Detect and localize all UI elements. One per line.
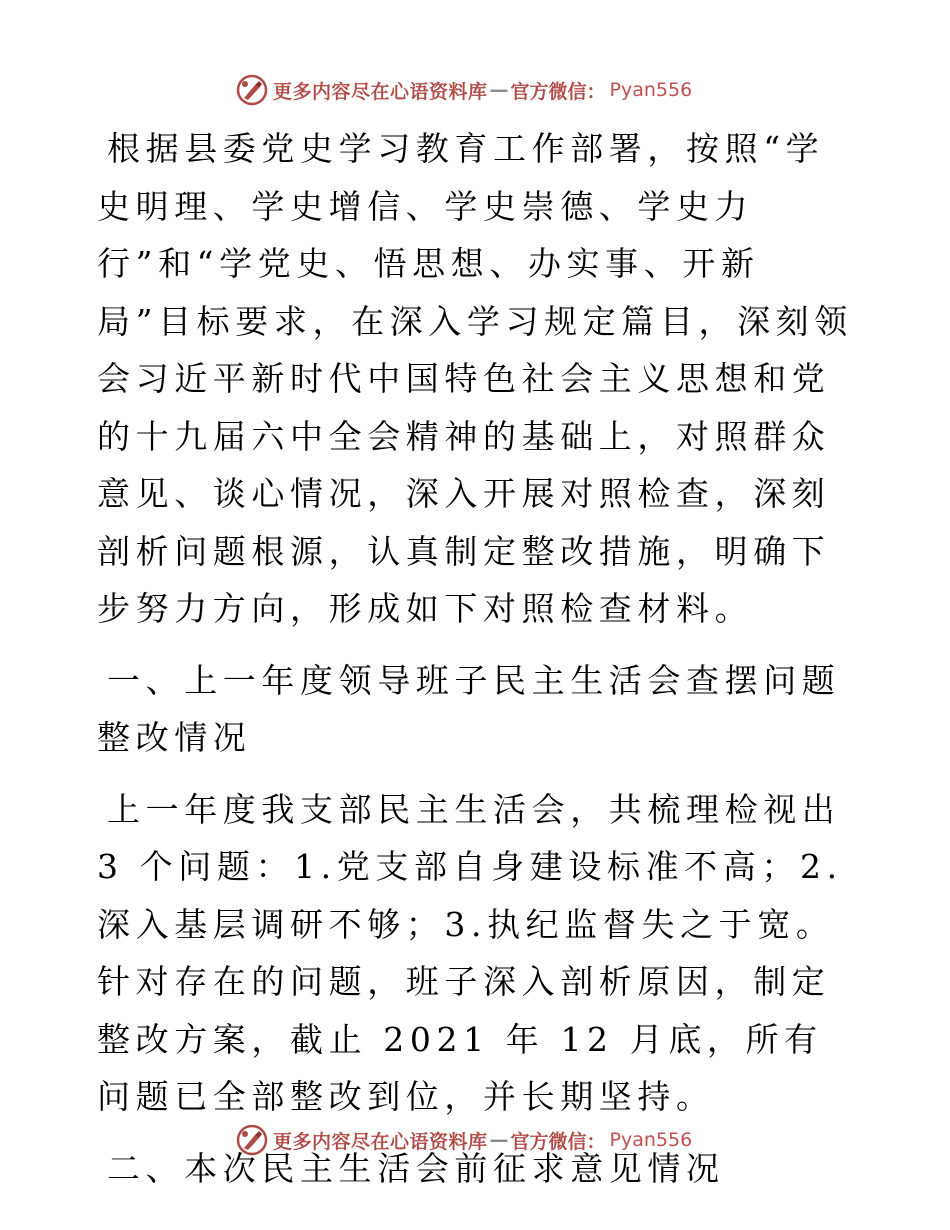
watermark-separator: — xyxy=(489,79,509,101)
watermark-wechat-label: 官方微信： xyxy=(510,1130,606,1153)
watermark-separator: — xyxy=(489,1129,509,1151)
pen-logo-icon xyxy=(235,1123,269,1157)
section-heading-2: 二、本次民主生活会前征求意见情况 xyxy=(107,1148,725,1188)
watermark-brand: 更多内容尽在心语资料库 xyxy=(273,80,488,103)
watermark-brand: 更多内容尽在心语资料库 xyxy=(273,1130,488,1153)
watermark-wechat-id: Pyan556 xyxy=(609,1129,693,1151)
document-body xyxy=(97,120,857,1197)
paragraph-section-1: 上一年度我支部民主生活会，共梳理检视出 3 个问题：1.党支部自身建设标准不高；2.深入基层调研不够；3.执纪监督失之于宽。针对存在的问题，班子深入剖析原因，制定整改方案，截止 2021 年 12 月底，所有问题已全部整改到位，并长期坚持。 xyxy=(97,789,843,1116)
watermark-wechat-id: Pyan556 xyxy=(609,79,693,101)
watermark-wechat-label: 官方微信： xyxy=(510,80,606,103)
paragraph-intro: 根据县委党史学习教育工作部署，按照“学史明理、学史增信、学史崇德、学史力行”和“学党史、悟思想、办实事、开新局”目标要求，在深入学习规定篇目，深刻领会习近平新时代中国特色社会主义思想和党的十九届六中全会精神的基础上，对照群众意见、谈心情况，深入开展对照检查，深刻剖析问题根源，认真制定整改措施，明确下步努力方向，形成如下对照检查材料。 xyxy=(97,129,853,628)
section-heading-1: 一、上一年度领导班子民主生活会查摆问题整改情况 xyxy=(97,660,841,757)
header-watermark xyxy=(235,72,692,108)
footer-watermark xyxy=(235,1122,692,1158)
pen-logo-icon xyxy=(235,73,269,107)
